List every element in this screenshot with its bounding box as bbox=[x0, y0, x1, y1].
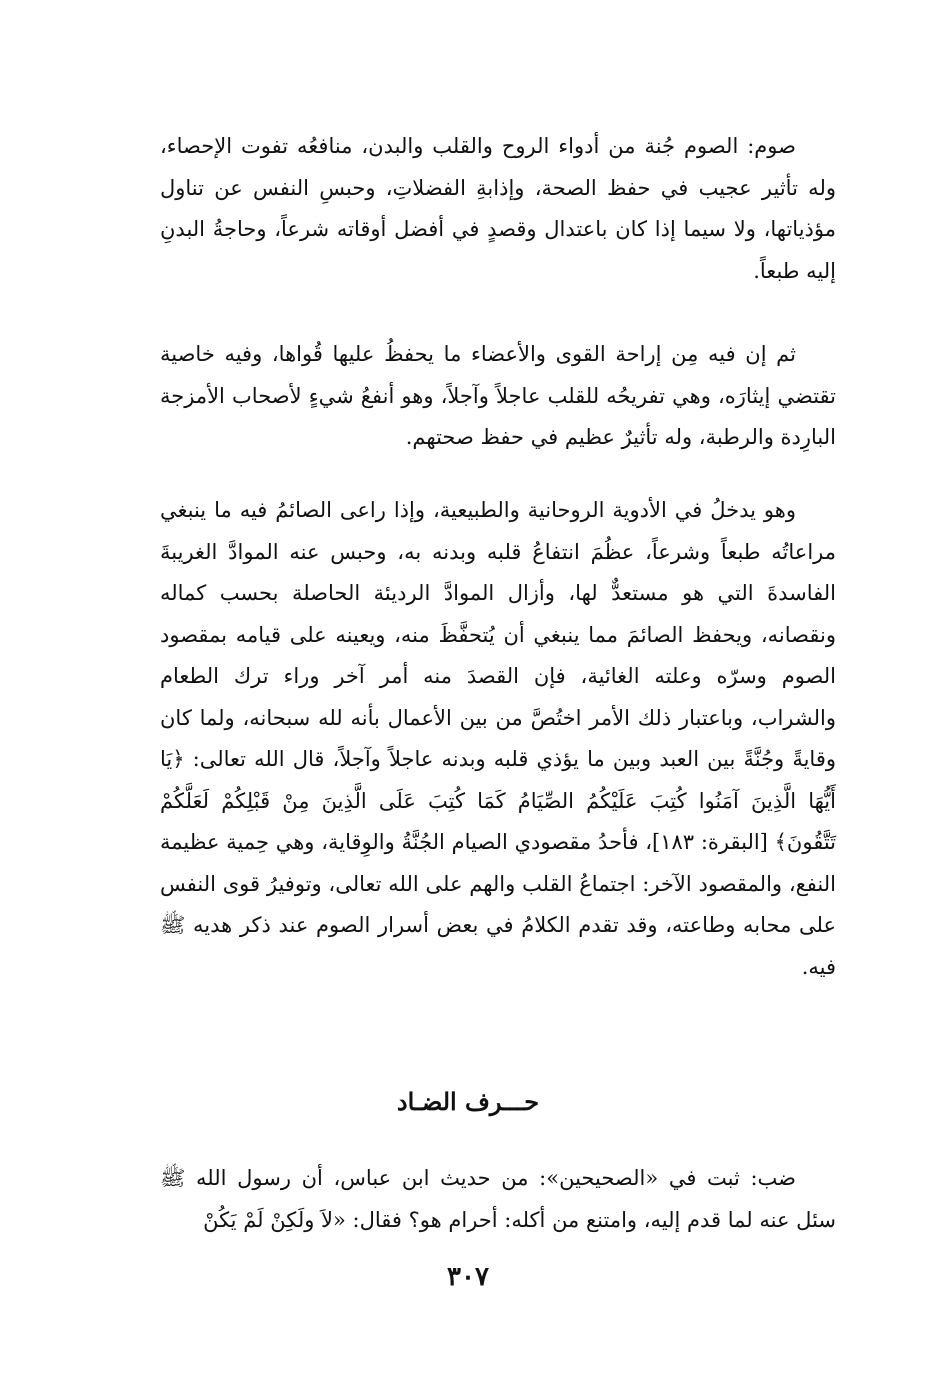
section-heading: حـــرف الضـاد bbox=[396, 1087, 540, 1116]
paragraph-fasting-spiritual bbox=[160, 490, 836, 988]
paragraph-lizard bbox=[160, 1158, 836, 1241]
paragraph-text: ضب: ثبت في «الصحيحين»: من حديث ابن عباس، أن رسول الله ﷺ سئل عنه لما قدم إليه، وامتنع من أكله: أحرام هو؟ فقال: «لاَ ولَكِنْ لَمْ يَكُنْ bbox=[160, 1166, 836, 1232]
paragraph-text: وهو يدخلُ في الأدوية الروحانية والطبيعية، وإذا راعى الصائمُ فيه ما ينبغي مراعاتُه طبعاً وشرعاً، عظُمَ انتفاعُ قلبه وبدنه به، وحبس عنه الموادَّ الغريبةَ الفاسدةَ التي هو مستعدٌّ لها، وأزال الموادَّ الرديئة الحاصلة بحسب كماله ونقصانه، ويحفظ الصائمَ مما ينبغي أن يُتحفَّظَ منه، ويعينه على قيامه بمقصود الصوم وسرّه وعلته الغائية، فإن القصدَ منه أمر آخر وراء ترك الطعام والشراب، وباعتبار ذلك الأمر اختُصَّ من بين الأعمال بأنه لله سبحانه، ولما كان وقايةً وجُنَّةً بين العبد وبين ما يؤذي قلبه وبدنه عاجلاً وآجلاً، قال الله تعالى: ﴿يَا أَيُّهَا الَّذِينَ آمَنُوا كُتِبَ عَلَيْكُمُ الصِّيَامُ كَمَا كُتِبَ عَلَى الَّذِينَ مِنْ قَبْلِكُمْ لَعَلَّكُمْ تَتَّقُونَ﴾ [البقرة: ١٨٣]، فأحدُ مقصودي الصيام الجُنَّةُ والوِقاية، وهي حِمية عظيمة النفع، والمقصود الآخر: اجتماعُ القلب والهم على الله تعالى، وتوفيرُ قوى النفس على محابه وطاعته، وقد تقدم الكلامُ في بعض أسرار الصوم عند ذكر هديه ﷺ فيه. bbox=[160, 498, 837, 979]
paragraph-text: صوم: الصوم جُنة من أدواء الروح والقلب والبدن، منافعُه تفوت الإحصاء، وله تأثير عجيب في حفظ الصحة، وإذابةِ الفضلاتِ، وحبسِ النفس عن تناول مؤذياتها، ولا سيما إذا كان باعتدال وقصدٍ في أفضل أوقاته شرعاً، وحاجةُ البدنِ إليه طبعاً. bbox=[160, 134, 836, 283]
page-number: ٣٠٧ bbox=[447, 1262, 489, 1292]
paragraph-fasting-benefits bbox=[160, 334, 836, 459]
paragraph-fasting bbox=[160, 126, 836, 292]
paragraph-text: ثم إن فيه مِن إراحة القوى والأعضاء ما يحفظُ عليها قُواها، وفيه خاصية تقتضي إيثارَه، وهي تفريحُه للقلب عاجلاً وآجلاً، وهو أنفعُ شيءٍ لأصحاب الأمزجة البارِدة والرطبة، وله تأثيرٌ عظيم في حفظ صحتهم. bbox=[160, 342, 836, 449]
